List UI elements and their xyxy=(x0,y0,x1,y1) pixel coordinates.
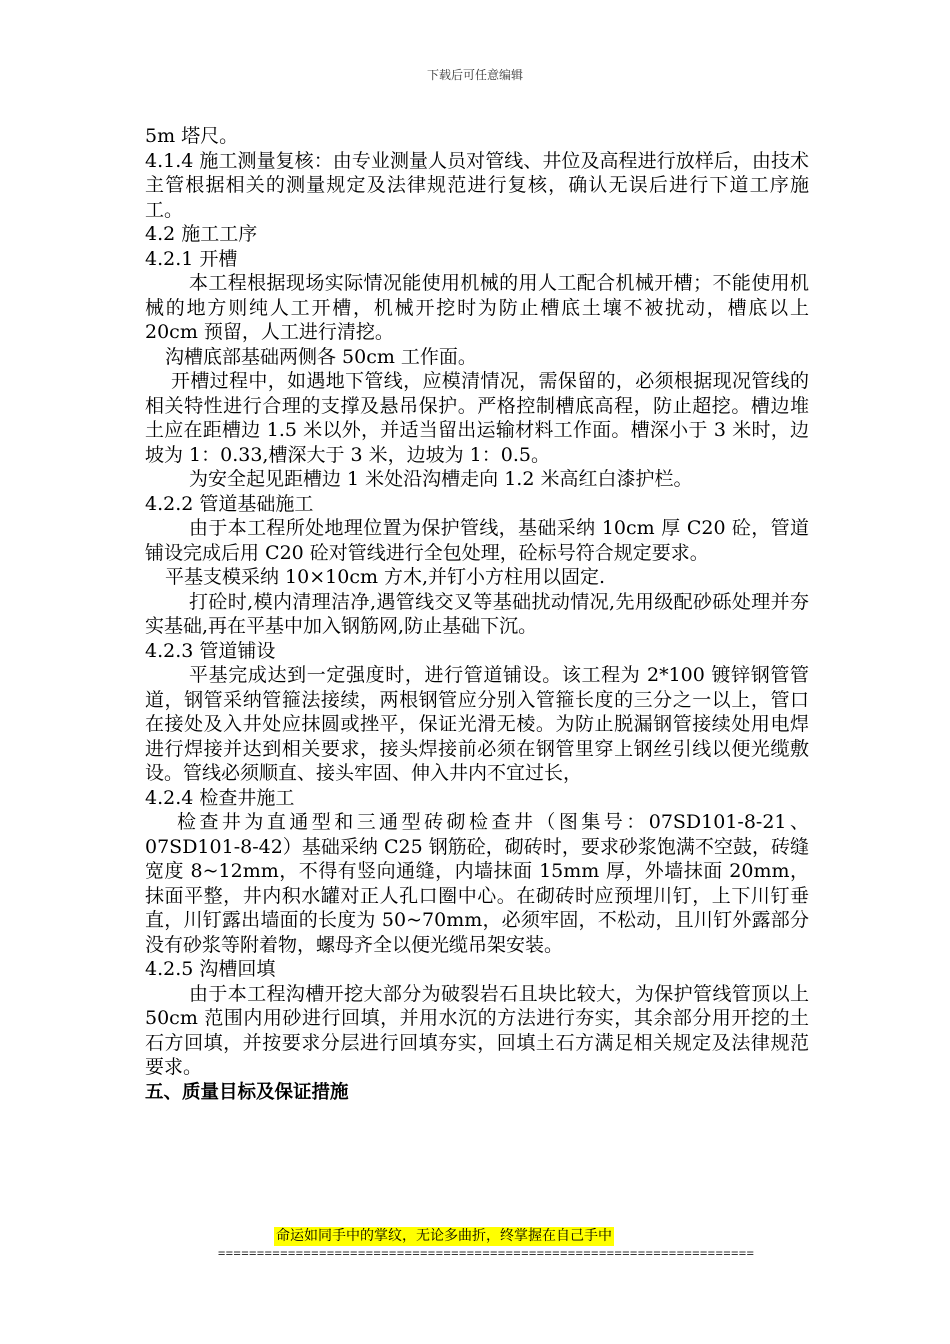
footer-separator: ===================================================================== xyxy=(218,1246,755,1260)
page-header: 下载后可任意编辑 xyxy=(426,68,523,82)
paragraph: 打砼时,模内清理洁净,遇管线交叉等基础扰动情况,先用级配砂砾处理并夯实基础,再在平基中加入钢筋网,防止基础下沉。 xyxy=(145,590,809,637)
paragraph: 平基完成达到一定强度时，进行管道铺设。该工程为 2*100 镀锌钢管管道，钢管采纳管箍法接续，两根钢管应分别入管箍长度的三分之一以上，管口在接处及入井处应抹圆或挫平，保证光滑无棱。为防止脱漏钢管接续处用电焊进行焊接并达到相关要求，接头焊接前必须在钢管里穿上钢丝引线以便光缆敷设。管线必须顺直、接头牢固、伸入井内不宜过长， xyxy=(145,664,809,784)
paragraph: 5m 塔尺。 xyxy=(145,125,239,147)
paragraph: 由于本工程沟槽开挖大部分为破裂岩石且块比较大，为保护管线管顶以上 50cm 范围内用砂进行回填，并用水沉的方法进行夯实，其余部分用开挖的土石方回填，并按要求分层进行回填夯实，回填土石方满足相关规定及法律规范要求。 xyxy=(145,982,809,1078)
chapter-heading: 五、质量目标及保证措施 xyxy=(145,1081,349,1103)
paragraph: 为安全起见距槽边 1 米处沿沟槽走向 1.2 米高红白漆护栏。 xyxy=(189,468,693,490)
footer-motto: 命运如同手中的掌纹，无论多曲折，终掌握在自己手中 xyxy=(276,1228,612,1244)
section-heading: 4.2.3 管道铺设 xyxy=(145,639,276,662)
document-body xyxy=(145,124,809,1105)
paragraph: 检查井为直通型和三通型砖砌检查井（图集号：07SD101-8-21、07SD101-8-42）基础采纳 C25 钢筋砼，砌砖时，要求砂浆饱满不空鼓，砖缝宽度 8~12mm，不得有竖向通缝，内墙抹面 15mm 厚，外墙抹面 20mm，抹面平整，井内积水罐对正人孔口圈中心。在砌砖时应预埋川钉，上下川钉垂直，川钉露出墙面的长度为 50~70mm，必须牢固，不松动，且川钉外露部分没有砂浆等附着物，螺母齐全以便光缆吊架安装。 xyxy=(145,811,809,956)
section-heading: 4.2.1 开槽 xyxy=(145,247,238,270)
paragraph: 4.1.4 施工测量复核：由专业测量人员对管线、井位及高程进行放样后，由技术主管根据相关的测量规定及法律规范进行复核，确认无误后进行下道工序施工。 xyxy=(145,149,809,221)
paragraph: 本工程根据现场实际情况能使用机械的用人工配合机械开槽；不能使用机械的地方则纯人工开槽，机械开挖时为防止槽底土壤不被扰动，槽底以上 20cm 预留，人工进行清挖。 xyxy=(145,272,809,343)
paragraph: 平基支模采纳 10×10cm 方木,并钉小方柱用以固定. xyxy=(165,566,606,588)
section-heading: 4.2.2 管道基础施工 xyxy=(145,492,314,515)
paragraph: 开槽过程中，如遇地下管线，应模清情况，需保留的，必须根据现况管线的相关特性进行合理的支撑及悬吊保护。严格控制槽底高程，防止超挖。槽边堆土应在距槽边 1.5 米以外，并适当留出运输材料工作面。槽深小于 3 米时，边坡为 1：0.33,槽深大于 3 米，边坡为 1：0.5。 xyxy=(145,370,809,466)
section-heading: 4.2 施工工序 xyxy=(145,223,258,245)
section-heading: 4.2.4 检查井施工 xyxy=(145,786,295,809)
paragraph: 由于本工程所处地理位置为保护管线，基础采纳 10cm 厚 C20 砼，管道铺设完成后用 C20 砼对管线进行全包处理，砼标号符合规定要求。 xyxy=(145,517,809,564)
paragraph: 沟槽底部基础两侧各 50cm 工作面。 xyxy=(165,345,477,368)
section-heading: 4.2.5 沟槽回填 xyxy=(145,958,276,980)
